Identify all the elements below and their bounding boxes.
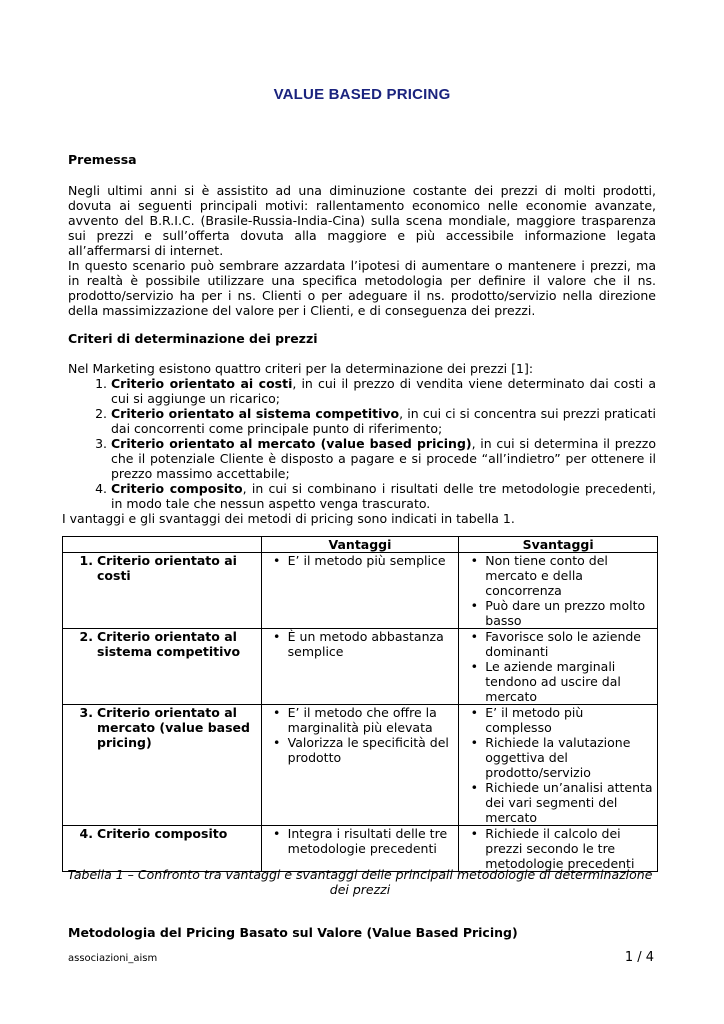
criterion-label: Criterio composito [97, 826, 228, 841]
bullet-icon: • [272, 629, 281, 644]
premessa-paragraph-2: In questo scenario può sembrare azzardata l’ipotesi di aumentare o mantenere i prezzi, ma in realtà è possibile utilizzare una specifica metodologia per definire il valore che il ns. prodotto/servizio ha per i ns. Clienti o per adeguare il ns. prodotto/servizio nella direzione della massimizzazione del valore per i Clienti, e di conseguenza dei prezzi. [68, 258, 656, 318]
criterion-number: 3. [79, 705, 93, 720]
bullet-text: Non tiene conto del mercato e della concorrenza [485, 553, 608, 598]
bullet-item [463, 659, 653, 704]
bullet-icon: • [470, 735, 478, 750]
bullet-icon: • [272, 705, 281, 720]
bullet-text: Favorisce solo le aziende dominanti [485, 629, 641, 659]
bullet-text: E’ il metodo più semplice [287, 553, 446, 568]
table-header-vantaggi: Vantaggi [261, 537, 459, 553]
bullet-item [266, 705, 455, 735]
document-title: VALUE BASED PRICING [273, 86, 451, 103]
pros-list [266, 629, 455, 659]
criterion-label: Criterio orientato al sistema competitivo [97, 629, 241, 659]
criterion-label: Criterio orientato al mercato (value based pricing) [97, 705, 250, 750]
bullet-icon: • [470, 705, 478, 720]
bullet-item [463, 705, 653, 735]
criterion-number: 2. [79, 629, 93, 644]
list-item-text [111, 406, 656, 436]
bullet-icon: • [470, 629, 478, 644]
list-item-bold: Criterio composito [111, 481, 243, 496]
criteri-heading: Criteri di determinazione dei prezzi [68, 331, 318, 346]
list-item [68, 481, 656, 511]
cons-list [463, 826, 653, 871]
pros-list [266, 826, 455, 856]
pros-list [266, 553, 455, 568]
table-header-empty [63, 537, 262, 553]
list-item-number: 2. [95, 406, 107, 421]
premessa-paragraph-1: Negli ultimi anni si è assistito ad una diminuzione costante dei prezzi di molti prodotti, dovuta ai seguenti principali motivi: rallentamento economico nelle economie avanzate, avvento del B.R.I.C. (Brasile-Russia-India-Cina) sulla scena mondiale, maggiore trasparenza sui prezzi e sull’offerta dovuta alla maggiore e più accessibile informazione legata all’affermarsi di internet. [68, 183, 656, 258]
bullet-item [463, 598, 653, 628]
premessa-text [68, 183, 656, 318]
table-cell-criterion [63, 826, 262, 872]
list-item-text [111, 481, 656, 511]
table-cell-svantaggi [459, 826, 658, 872]
bullet-item [463, 629, 653, 659]
table-row [63, 629, 658, 705]
bullet-icon: • [470, 780, 478, 795]
list-item-rest: , in cui si combinano i risultati delle tre metodologie precedenti, in modo tale che nessun aspetto venga trascurato. [111, 481, 656, 511]
bullet-icon: • [470, 553, 478, 568]
list-item-number: 4. [95, 481, 107, 496]
criteri-intro: Nel Marketing esistono quattro criteri per la determinazione dei prezzi [1]: [68, 361, 534, 376]
list-item-rest: , in cui ci si concentra sui prezzi praticati dai concorrenti come principale punto di riferimento; [111, 406, 656, 436]
table-caption: Tabella 1 – Confronto tra vantaggi e svantaggi delle principali metodologie di determinazione dei prezzi [67, 867, 653, 897]
premessa-heading: Premessa [68, 152, 137, 167]
criterion-number: 4. [79, 826, 93, 841]
criterion-number: 1. [79, 553, 93, 568]
list-item-bold: Criterio orientato ai costi [111, 376, 293, 391]
list-item [68, 406, 656, 436]
list-item-bold: Criterio orientato al sistema competitivo [111, 406, 400, 421]
list-item-rest: , in cui il prezzo di vendita viene determinato dai costi a cui si aggiunge un ricarico; [111, 376, 656, 406]
list-item-number: 1. [95, 376, 107, 391]
bullet-text: Le aziende marginali tendono ad uscire dal mercato [485, 659, 621, 704]
list-item [68, 436, 656, 481]
table-cell-criterion [63, 629, 262, 705]
bullet-text: Richiede un’analisi attenta dei vari segmenti del mercato [485, 780, 653, 825]
criteri-list [62, 361, 656, 526]
pros-list [266, 705, 455, 765]
bullet-text: Valorizza le specificità del prodotto [287, 735, 449, 765]
bullet-icon: • [470, 659, 478, 674]
table-cell-vantaggi [261, 705, 459, 826]
criteri-outro: I vantaggi e gli svantaggi dei metodi di pricing sono indicati in tabella 1. [62, 511, 515, 526]
table-row [63, 705, 658, 826]
bullet-item [463, 780, 653, 825]
bullet-text: È un metodo abbastanza semplice [287, 629, 444, 659]
table-row [63, 553, 658, 629]
list-item-rest: , in cui si determina il prezzo che il potenziale Cliente è disposto a pagare e si procede “all’indietro” per ottenere il prezzo massimo accettabile; [111, 436, 656, 481]
bullet-item [463, 826, 653, 871]
list-item-text [111, 436, 656, 481]
bullet-item [463, 553, 653, 598]
bullet-text: Richiede la valutazione oggettiva del prodotto/servizio [485, 735, 631, 780]
table-cell-criterion [63, 553, 262, 629]
bullet-text: Richiede il calcolo dei prezzi secondo le tre metodologie precedenti [485, 826, 635, 871]
list-item [68, 376, 656, 406]
table-cell-vantaggi [261, 629, 459, 705]
list-item-number: 3. [95, 436, 107, 451]
bullet-item [463, 735, 653, 780]
bullet-text: Può dare un prezzo molto basso [485, 598, 646, 628]
bullet-item [266, 553, 455, 568]
bullet-text: E’ il metodo che offre la marginalità più elevata [287, 705, 437, 735]
bullet-icon: • [272, 826, 281, 841]
section-heading-value-based: Metodologia del Pricing Basato sul Valore (Value Based Pricing) [68, 925, 518, 940]
bullet-icon: • [272, 553, 281, 568]
bullet-text: Integra i risultati delle tre metodologie precedenti [287, 826, 448, 856]
table-header-row [63, 537, 658, 553]
bullet-item [266, 826, 455, 856]
table-cell-svantaggi [459, 705, 658, 826]
table-header-svantaggi: Svantaggi [459, 537, 658, 553]
table-row [63, 826, 658, 872]
cons-list [463, 705, 653, 825]
bullet-icon: • [470, 598, 478, 613]
cons-list [463, 629, 653, 704]
bullet-item [266, 735, 455, 765]
list-item-text [111, 376, 656, 406]
page-number: 1 / 4 [624, 950, 654, 965]
table-cell-criterion [63, 705, 262, 826]
table-cell-svantaggi [459, 553, 658, 629]
table-cell-svantaggi [459, 629, 658, 705]
cons-list [463, 553, 653, 628]
comparison-table [62, 536, 658, 872]
list-item-bold: Criterio orientato al mercato (value based pricing) [111, 436, 472, 451]
bullet-text: E’ il metodo più complesso [485, 705, 584, 735]
bullet-icon: • [272, 735, 281, 750]
criterion-label: Criterio orientato ai costi [97, 553, 237, 583]
bullet-icon: • [470, 826, 478, 841]
table-cell-vantaggi [261, 826, 459, 872]
footer-source: associazioni_aism [68, 953, 158, 964]
bullet-item [266, 629, 455, 659]
table-cell-vantaggi [261, 553, 459, 629]
